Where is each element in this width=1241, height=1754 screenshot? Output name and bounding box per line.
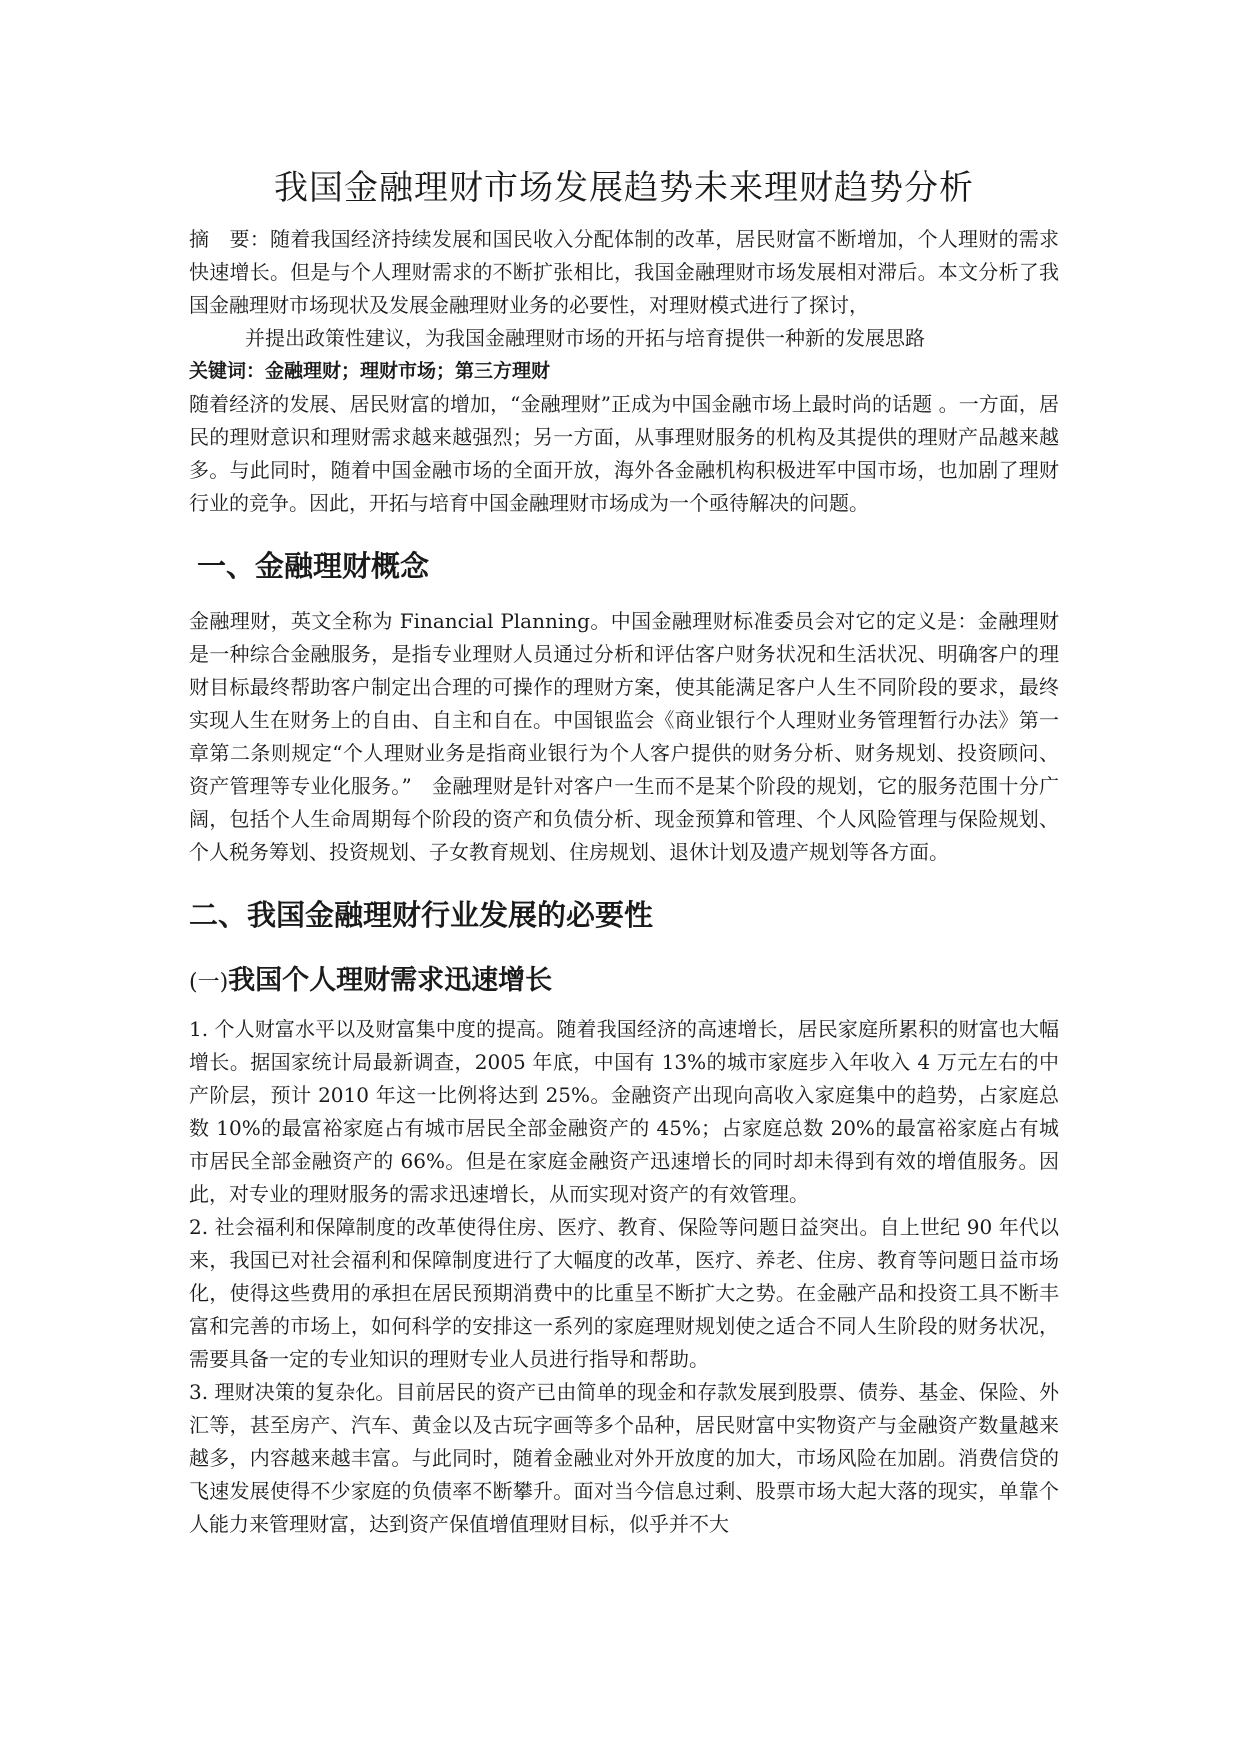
subsection-number: (一) <box>189 970 229 995</box>
section-heading-necessity: 二、我国金融理财行业发展的必要性 <box>189 898 654 932</box>
abstract-text: 摘 要：随着我国经济持续发展和国民收入分配体制的改革，居民财富不断增加，个人理财的需求快速增长。但是与个人理财需求的不断扩张相比，我国金融理财市场发展相对滞后。本文分析了我国金融理财市场现状及发展金融理财业务的必要性，对理财模式进行了探讨， <box>189 227 1059 317</box>
document-page <box>189 160 1059 1541</box>
subsection-heading-demand <box>189 958 1059 997</box>
list-item: 2. 社会福利和保障制度的改革使得住房、医疗、教育、保险等问题日益突出。自上世纪 90 年代以来，我国已对社会福利和保障制度进行了大幅度的改革，医疗、养老、住房、教育等问题日益市场化，使得这些费用的承担在居民预期消费中的比重呈不断扩大之势。在金融产品和投资工具不断丰富和完善的市场上，如何科学的安排这一系列的家庭理财规划使之适合不同人生阶段的财务状况，需要具备一定的专业知识的理财专业人员进行指导和帮助。 <box>189 1215 1059 1371</box>
concept-paragraph: 金融理财，英文全称为 Financial Planning。中国金融理财标准委员会对它的定义是：金融理财是一种综合金融服务，是指专业理财人员通过分析和评估客户财务状况和生活状况、明确客户的理财目标最终帮助客户制定出合理的可操作的理财方案，使其能满足客户人生不同阶段的要求，最终实现人生在财务上的自由、自主和自在。中国银监会《商业银行个人理财业务管理暂行办法》第一章第二条则规定“个人理财业务是指商业银行为个人客户提供的财务分析、财务规划、投资顾问、资产管理等专业化服务。” 金融理财是针对客户一生而不是某个阶段的规划，它的服务范围十分广阔，包括个人生命周期每个阶段的资产和负债分析、现金预算和管理、个人风险管理与保险规划、个人税务筹划、投资规划、子女教育规划、住房规划、退休计划及遗产规划等各方面。 <box>189 609 1059 864</box>
list-item: 3. 理财决策的复杂化。目前居民的资产已由简单的现金和存款发展到股票、债券、基金、保险、外汇等，甚至房产、汽车、黄金以及古玩字画等多个品种，居民财富中实物资产与金融资产数量越来越多，内容越来越丰富。与此同时，随着金融业对外开放度的加大，市场风险在加剧。消费信贷的飞速发展使得不少家庭的负债率不断攀升。面对当今信息过剩、股票市场大起大落的现实，单靠个人能力来管理财富，达到资产保值增值理财目标，似乎并不大 <box>189 1380 1059 1536</box>
document-title: 我国金融理财市场发展趋势未来理财趋势分析 <box>274 168 974 208</box>
keywords: 关键词：金融理财；理财市场；第三方理财 <box>189 360 551 382</box>
list-item: 1. 个人财富水平以及财富集中度的提高。随着我国经济的高速增长，居民家庭所累积的财富也大幅增长。据国家统计局最新调查，2005 年底，中国有 13%的城市家庭步入年收入 4 万元左右的中产阶层，预计 2010 年这一比例将达到 25%。金融资产出现向高收入家庭集中的趋势，占家庭总数 10%的最富裕家庭占有城市居民全部金融资产的 45%；占家庭总数 20%的最富裕家庭占有城市居民全部金融资产的 66%。但是在家庭金融资产迅速增长的同时却未得到有效的增值服务。因此，对专业的理财服务的需求迅速增长，从而实现对资产的有效管理。 <box>189 1017 1059 1206</box>
subsection-title: 我国个人理财需求迅速增长 <box>228 965 553 996</box>
intro-paragraph: 随着经济的发展、居民财富的增加，“金融理财”正成为中国金融市场上最时尚的话题 。一方面，居民的理财意识和理财需求越来越强烈；另一方面，从事理财服务的机构及其提供的理财产品越来越多。与此同时，随着中国金融市场的全面开放，海外各金融机构积极进军中国市场，也加剧了理财行业的竞争。因此，开拓与培育中国金融理财市场成为一个亟待解决的问题。 <box>189 392 1059 515</box>
section-heading-concept: 一、金融理财概念 <box>197 549 430 583</box>
abstract-last-line: 并提出政策性建议，为我国金融理财市场的开拓与培育提供一种新的发展思路 <box>245 326 925 350</box>
